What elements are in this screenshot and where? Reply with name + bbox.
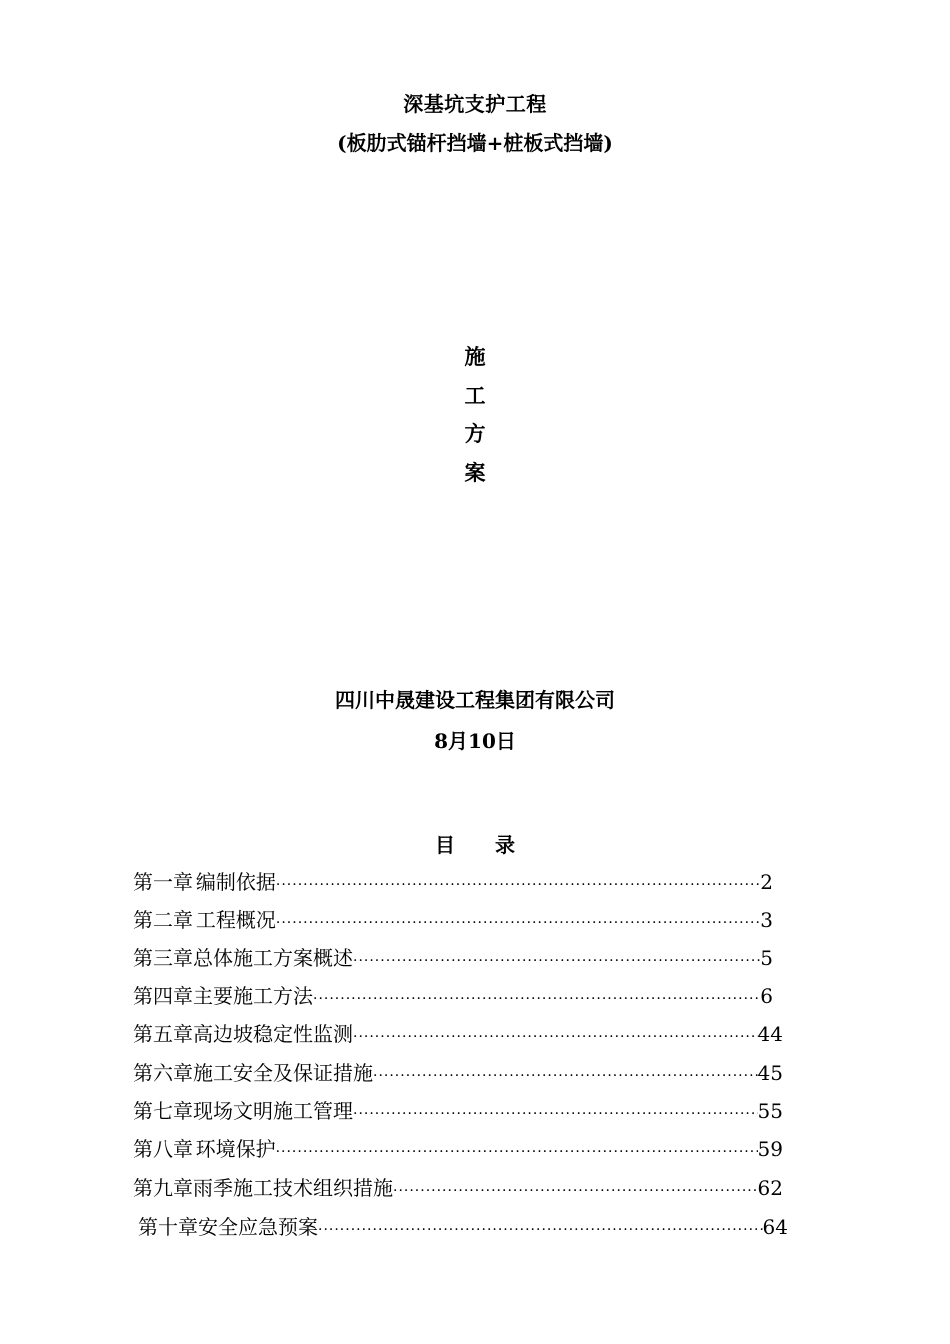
toc-leader xyxy=(353,1022,758,1052)
toc-heading-char: 目 xyxy=(435,833,455,857)
toc-entry[interactable] xyxy=(133,1096,783,1126)
toc-entry[interactable] xyxy=(133,943,773,973)
toc-page-number: 64 xyxy=(762,1215,788,1239)
toc-leader xyxy=(318,1215,763,1245)
toc-chapter: 第七章 xyxy=(133,1099,193,1123)
document-date: 8月10日 xyxy=(434,729,516,753)
toc-page-number: 55 xyxy=(757,1099,783,1123)
toc-page-number: 62 xyxy=(757,1176,783,1200)
toc-chapter: 第五章 xyxy=(133,1022,193,1046)
vertical-title-char: 案 xyxy=(464,459,486,485)
toc-chapter: 第六章 xyxy=(133,1061,193,1085)
toc-page-number: 3 xyxy=(760,908,773,932)
company-name: 四川中晟建设工程集团有限公司 xyxy=(335,688,615,712)
toc-title: 现场文明施工管理 xyxy=(193,1099,353,1123)
toc-page-number: 6 xyxy=(760,984,773,1008)
toc-chapter: 第一章 xyxy=(133,870,193,894)
toc-leader xyxy=(353,946,760,976)
toc-title: 高边坡稳定性监测 xyxy=(193,1022,353,1046)
toc-page-number: 44 xyxy=(757,1022,783,1046)
toc-title: 编制依据 xyxy=(195,870,276,894)
toc-page-number: 45 xyxy=(757,1061,783,1085)
toc-title: 安全应急预案 xyxy=(198,1215,318,1239)
toc-title: 总体施工方案概述 xyxy=(193,946,353,970)
toc-entry[interactable] xyxy=(133,1058,783,1088)
toc-leader xyxy=(373,1061,758,1091)
toc-leader xyxy=(276,908,760,938)
vertical-title-char: 施 xyxy=(464,344,486,369)
toc-title: 环境保护 xyxy=(195,1137,276,1161)
toc-leader xyxy=(353,1099,758,1129)
toc-leader xyxy=(393,1176,758,1206)
toc-entry[interactable] xyxy=(133,867,773,897)
toc-title: 主要施工方法 xyxy=(193,984,313,1008)
toc-page-number: 59 xyxy=(757,1137,783,1161)
document-title: 深基坑支护工程 xyxy=(403,92,547,116)
vertical-title-char: 方 xyxy=(464,421,486,446)
toc-leader xyxy=(276,870,760,900)
toc-leader xyxy=(313,984,760,1014)
toc-chapter: 第二章 xyxy=(133,908,193,932)
toc-entry[interactable] xyxy=(133,981,773,1011)
toc-chapter: 第四章 xyxy=(133,984,193,1008)
toc-entry[interactable] xyxy=(138,1212,788,1242)
toc-chapter: 第十章 xyxy=(138,1215,198,1239)
document-subtitle: (板肋式锚杆挡墙+桩板式挡墙) xyxy=(337,131,613,155)
toc-entry[interactable] xyxy=(133,1173,783,1203)
toc-chapter: 第八章 xyxy=(133,1137,193,1161)
toc-entry[interactable] xyxy=(133,1134,783,1164)
toc-entry[interactable] xyxy=(133,905,773,935)
toc-chapter: 第九章 xyxy=(133,1176,193,1200)
toc-page-number: 2 xyxy=(760,870,773,894)
vertical-title-char: 工 xyxy=(464,382,486,408)
toc-title: 施工安全及保证措施 xyxy=(193,1061,373,1085)
toc-title: 工程概况 xyxy=(195,908,276,932)
toc-chapter: 第三章 xyxy=(133,946,193,970)
toc-leader xyxy=(276,1137,758,1167)
toc-page-number: 5 xyxy=(760,946,773,970)
toc-title: 雨季施工技术组织措施 xyxy=(193,1176,393,1200)
toc-heading-char: 录 xyxy=(495,833,515,857)
toc-entry[interactable] xyxy=(133,1019,783,1049)
